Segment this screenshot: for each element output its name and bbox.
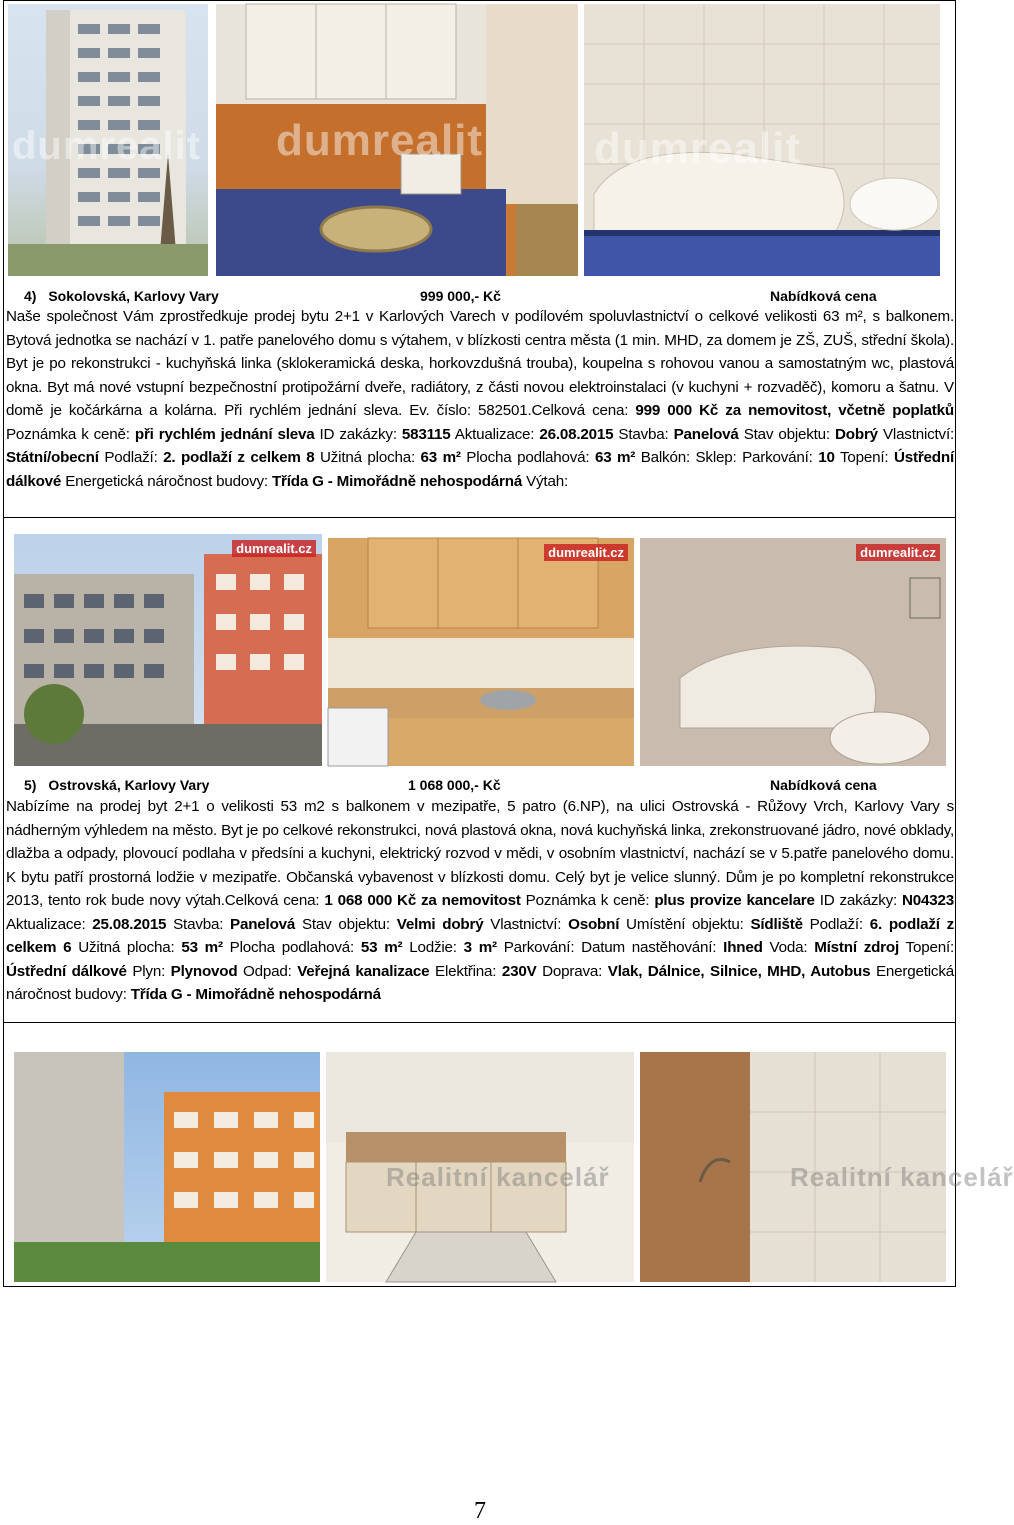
detail-label: Plocha podlahová: xyxy=(222,939,361,956)
photo-bathroom-ostrovska xyxy=(640,538,946,766)
detail-label: Poznámka k ceně: xyxy=(520,892,655,909)
detail-value: Osobní xyxy=(568,915,620,933)
photo-kitchen-sokolovska xyxy=(216,4,578,276)
detail-label: Plocha podlahová: xyxy=(460,449,595,466)
detail-label: Stavba: xyxy=(166,915,231,933)
detail-value: Ústřední dálkové xyxy=(6,449,954,490)
detail-label: Podlaží: xyxy=(802,915,870,933)
detail-label: Poznámka k ceně: xyxy=(6,425,135,443)
detail-label: Vlastnictví: xyxy=(877,425,954,443)
detail-value: Třída G - Mimořádně nehospodárná xyxy=(271,472,523,490)
building-illustration xyxy=(14,1052,320,1282)
detail-value: 2. podlaží z celkem 8 xyxy=(163,449,315,466)
page-number: 7 xyxy=(474,1498,486,1524)
detail-value: Panelová xyxy=(230,915,296,933)
photo-watermark: dumrealit.cz xyxy=(232,540,316,557)
listing-title: Sokolovská, Karlovy Vary xyxy=(48,288,219,304)
listing-4-description xyxy=(6,305,954,493)
detail-label: Plyn: xyxy=(126,962,171,980)
detail-label: Celková cena: xyxy=(224,892,325,909)
detail-value: 999 000 Kč za nemovitost, včetně poplatků xyxy=(635,402,954,419)
bathroom-illustration xyxy=(640,538,946,766)
detail-value: plus provize kancelare xyxy=(654,892,815,909)
photo-watermark: dumrealit xyxy=(276,116,484,165)
detail-value: 583115 xyxy=(401,425,451,443)
detail-value: Sídliště xyxy=(750,915,803,933)
photo-kitchen-ostrovska xyxy=(328,538,634,766)
detail-value: 3 m² xyxy=(463,939,497,956)
listing-5-price: 1 068 000,- Kč xyxy=(408,777,501,793)
detail-value: 1 068 000 Kč za nemovitost xyxy=(324,892,521,909)
detail-label: Stav objektu: xyxy=(295,915,397,933)
detail-label: Užitná plocha: xyxy=(314,449,421,466)
detail-label: Odpad: xyxy=(237,962,298,980)
photo-building-ostrovska xyxy=(14,534,322,766)
detail-value: 63 m² xyxy=(420,449,461,466)
detail-label: Stav objektu: xyxy=(738,425,836,443)
detail-value: při rychlém jednání sleva xyxy=(134,425,315,443)
detail-value: 25.08.2015 xyxy=(92,915,167,933)
detail-label: ID zakázky: xyxy=(314,425,402,443)
detail-label: Vlastnictví: xyxy=(483,915,569,933)
detail-value: Dobrý xyxy=(835,425,878,443)
detail-value: Vlak, Dálnice, Silnice, MHD, Autobus xyxy=(607,962,871,980)
listing-4-header xyxy=(24,288,219,304)
detail-label: Celková cena: xyxy=(531,402,636,419)
detail-value: 230V xyxy=(501,962,537,980)
photo-watermark: dumrealit xyxy=(594,124,802,173)
detail-label: Aktualizace: xyxy=(6,915,93,933)
detail-value: 10 xyxy=(818,449,835,466)
detail-value: Panelová xyxy=(673,425,739,443)
detail-value: 53 m² xyxy=(360,939,403,956)
photo-building-sokolovska xyxy=(8,4,208,276)
photo-bathroom-sokolovska xyxy=(584,4,940,276)
detail-label: Energetická náročnost budovy: xyxy=(61,472,272,490)
listing-4-price-type: Nabídková cena xyxy=(770,288,877,304)
detail-value: Ústřední dálkové xyxy=(6,962,127,980)
detail-label: Stavba: xyxy=(613,425,674,443)
detail-value: 26.08.2015 xyxy=(539,425,614,443)
detail-label: Topení: xyxy=(834,449,894,466)
listing-title: Ostrovská, Karlovy Vary xyxy=(48,777,210,793)
detail-value: Místní zdroj xyxy=(814,939,899,956)
photo-watermark: dumrealit.cz xyxy=(544,544,628,561)
photo-watermark: dumrealit xyxy=(12,124,202,168)
detail-value: Plynovod xyxy=(170,962,238,980)
building-illustration xyxy=(14,534,322,766)
detail-value: Veřejná kanalizace xyxy=(297,962,430,980)
detail-value: 6. podlaží z celkem 6 xyxy=(6,915,954,956)
detail-label: Energetická náročnost budovy: xyxy=(6,962,954,1003)
detail-label: Aktualizace: xyxy=(450,425,540,443)
description-text: Naše společnost Vám zprostředkuje prodej bytu 2+1 v Karlových Varech v podílovém spoluvlastnictví o celkové velikosti 63 m², s balkonem. Bytová jednotka se nachází v 1. patře panelového domu s výtahem, v blízkosti centra města (1 min. MHD, za domem je ZŠ, ZUŠ, střední škola). Byt je po rekonstrukci - kuchyňská linka (sklokeramická deska, horkovzdušná trouba), koupelna s rohovou vanou a samostatným wc, plastová okna. Byt má nové vstupní bezpečnostní protipožární dveře, radiátory, z části novou elektroinstalaci (v kuchyni + rozvaděč), komoru a šatnu. V domě je kočárkárna a kolárna. Při rychlém jednání sleva. Ev. číslo: 582501. xyxy=(6,308,954,419)
detail-label: Elektřina: xyxy=(429,962,502,980)
listing-5-description xyxy=(6,795,954,1007)
photo-watermark: dumrealit.cz xyxy=(856,544,940,561)
listing-number: 5) xyxy=(24,777,37,793)
listing-number: 4) xyxy=(24,288,37,304)
detail-label: Podlaží: xyxy=(98,449,164,466)
detail-label: Umístění objektu: xyxy=(619,915,751,933)
photo-kitchen-bottom xyxy=(326,1052,634,1282)
photo-watermark: Realitní kancelář xyxy=(790,1162,1014,1192)
photo-bathroom-bottom xyxy=(640,1052,1014,1282)
listing-4-price: 999 000,- Kč xyxy=(420,288,501,304)
detail-label: Topení: xyxy=(899,939,954,956)
detail-value: 53 m² xyxy=(181,939,223,956)
detail-value: Státní/obecní xyxy=(6,449,99,466)
detail-label: Parkování: Datum nastěhování: xyxy=(496,939,724,956)
detail-label: Užitná plocha: xyxy=(71,939,182,956)
description-text: Nabízíme na prodej byt 2+1 o velikosti 53 m2 s balkonem v mezipatře, 5 patro (6.NP), na ulici Ostrovská - Růžovy Vrch, Karlovy Vary s nádherným výhledem na město. Byt je po celkové rekonstrukci, nová plastová okna, nová kuchyňská linka, zrekonstruované jádro, nové obklady, dlažba a odpady, plovoucí podlaha v předsíni a kuchyni, elektrický rozvod v mědi, v osobním vlastnictví, nachází se v 5.patře panelového domu. K bytu patří prostorná lodžie v mezipatře. Občanská vybavenost v blízkosti domu. Celý byt je velice slunný. Dům je po kompletní rekonstrukce 2013, tento rok bude novy výtah. xyxy=(6,798,954,909)
listing-5-price-type: Nabídková cena xyxy=(770,777,877,793)
detail-label: Doprava: xyxy=(536,962,608,980)
detail-value: Třída G - Mimořádně nehospodárná xyxy=(130,986,381,1003)
detail-label: Lodžie: xyxy=(402,939,464,956)
detail-value: N04323 xyxy=(902,892,955,909)
detail-label: Balkón: Sklep: Parkování: xyxy=(635,449,819,466)
detail-value: Ihned xyxy=(723,939,763,956)
detail-value: Velmi dobrý xyxy=(396,915,484,933)
detail-label: ID zakázky: xyxy=(814,892,902,909)
detail-label: Voda: xyxy=(762,939,815,956)
detail-label: Výtah: xyxy=(522,472,568,490)
detail-value: 63 m² xyxy=(594,449,636,466)
photo-watermark: Realitní kancelář xyxy=(386,1162,610,1192)
photo-building-bottom xyxy=(14,1052,320,1282)
listing-5-header xyxy=(24,777,209,793)
kitchen-illustration xyxy=(328,538,634,766)
